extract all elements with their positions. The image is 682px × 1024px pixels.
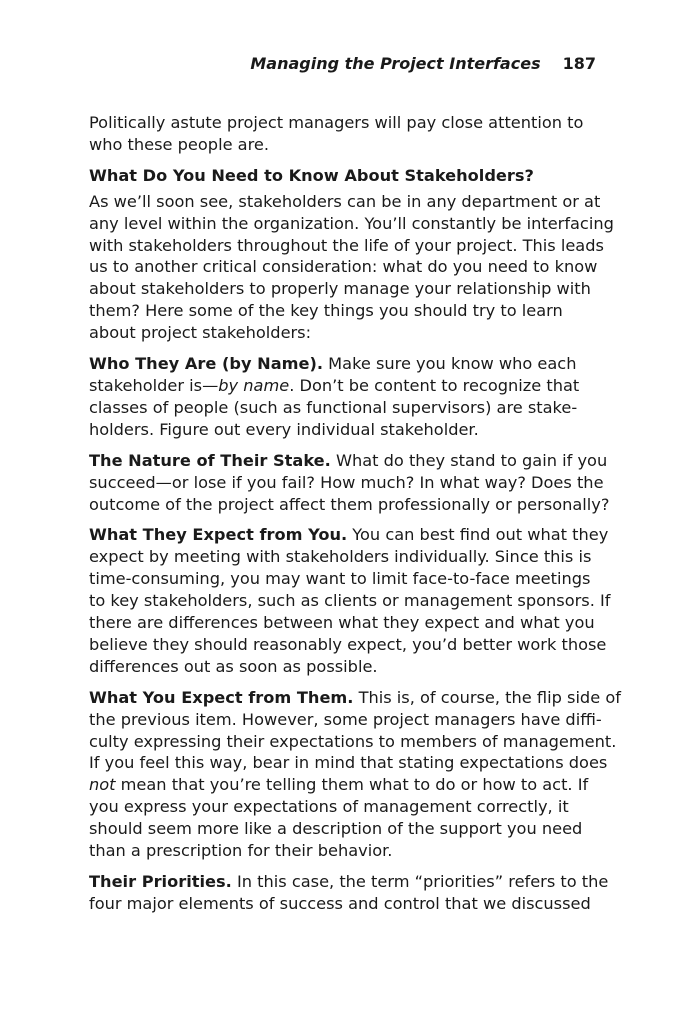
text-line: succeed—or lose if you fail? How much? In what way? Does the [89, 472, 604, 492]
section-paragraph [89, 191, 614, 344]
item-lead: Who They Are (by Name). [89, 354, 324, 374]
text-line: differences out as soon as possible. [89, 656, 378, 676]
emphasis: not [89, 775, 116, 795]
item-lead: What They Expect from You. [89, 525, 348, 545]
item-text: In this case, the term “priorities” refers to the [231, 872, 609, 891]
text-line: you express your expectations of management correctly, it [89, 797, 569, 817]
text-line: should seem more like a description of the support you need [89, 819, 583, 839]
item-text: What do they stand to gain if you [330, 450, 608, 470]
text-line: to key stakeholders, such as clients or management sponsors. If [89, 591, 611, 611]
item-lead: Their Priorities. [89, 872, 232, 891]
text-line: Politically astute project managers will pay close attention to [89, 113, 584, 132]
item-text: . Don’t be content to recognize that [289, 375, 580, 395]
text-line: us to another critical consideration: what do you need to know [89, 257, 598, 277]
text-line [89, 375, 599, 397]
text-line: As we’ll soon see, stakeholders can be in any department or at [89, 191, 601, 211]
item-lead: What You Expect from Them. [89, 687, 354, 707]
text-line: four major elements of success and control that we discussed [89, 893, 591, 913]
page-body [89, 112, 621, 924]
text-line: time-consuming, you may want to limit face-to-face meetings [89, 569, 591, 589]
text-line [89, 871, 609, 893]
text-line: there are differences between what they expect and what you [89, 613, 595, 633]
text-line [89, 687, 621, 709]
item-text: mean that you’re telling them what to do or how to act. If [115, 775, 589, 795]
text-line [89, 353, 599, 375]
running-head [250, 54, 596, 73]
text-line: them? Here some of the key things you should try to learn [89, 301, 563, 321]
page-number: 187 [562, 54, 596, 73]
text-line: any level within the organization. You’ll constantly be interfacing [89, 213, 614, 233]
item-what-you-expect [89, 687, 621, 862]
text-line: about stakeholders to properly manage your relationship with [89, 279, 591, 299]
text-line: If you feel this way, bear in mind that stating expectations does [89, 753, 608, 773]
item-text: This is, of course, the flip side of [353, 687, 621, 707]
intro-paragraph [89, 112, 599, 156]
chapter-title: Managing the Project Interfaces [250, 54, 541, 73]
text-line [89, 524, 609, 546]
item-text: Make sure you know who each [323, 354, 577, 374]
text-line: holders. Figure out every individual stakeholder. [89, 419, 479, 439]
item-who-they-are [89, 353, 599, 441]
text-line: than a prescription for their behavior. [89, 841, 393, 861]
text-line: with stakeholders throughout the life of your project. This leads [89, 235, 604, 255]
text-line [89, 450, 608, 472]
text-line: culty expressing their expectations to members of management. [89, 731, 617, 751]
item-text: stakeholder is— [89, 375, 219, 395]
item-their-priorities [89, 871, 609, 915]
text-line: about project stakeholders: [89, 323, 312, 343]
item-text: You can best find out what they [347, 525, 609, 545]
item-what-they-expect [89, 524, 611, 677]
text-line: believe they should reasonably expect, you’d better work those [89, 634, 607, 654]
text-line: classes of people (such as functional supervisors) are stake- [89, 397, 578, 417]
text-line: who these people are. [89, 134, 269, 154]
item-lead: The Nature of Their Stake. [89, 450, 331, 470]
text-line [89, 774, 599, 796]
item-nature-of-stake [89, 450, 610, 516]
text-line: expect by meeting with stakeholders individually. Since this is [89, 547, 592, 567]
text-line: outcome of the project affect them professionally or personally? [89, 494, 610, 514]
emphasis: by name [218, 375, 290, 395]
text-line: the previous item. However, some project managers have diffi- [89, 709, 602, 729]
section-heading: What Do You Need to Know About Stakeholders? [89, 165, 534, 185]
